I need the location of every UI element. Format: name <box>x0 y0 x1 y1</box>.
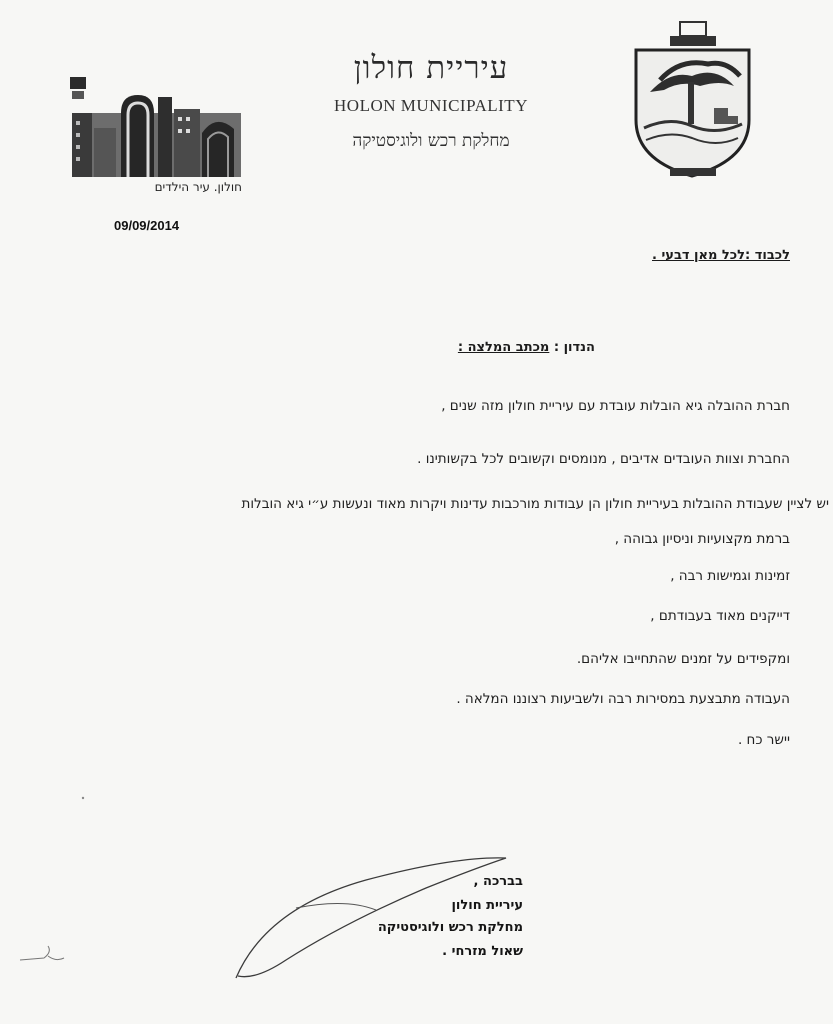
body-line: יישר כח . <box>737 732 790 748</box>
margin-mark <box>18 938 68 968</box>
body-line: יש לציין שעבודת ההובלות בעיריית חולון הן עבודות מורכבות עדינות ויקרות מאוד ונעשות ע״י גיא הובלות <box>241 496 829 512</box>
body-line: דייקנים מאוד בעבודתם , <box>650 608 790 624</box>
body-line: זמינות וגמישות רבה , <box>670 568 790 584</box>
subject-line <box>458 340 595 355</box>
body-line: ברמת מקצועיות וניסיון גבוהה , <box>614 531 790 547</box>
subject-label: הנדון : <box>553 340 595 355</box>
addressee-line: לכבוד :לכל מאן דבעי . <box>652 248 790 263</box>
department-name: מחלקת רכש ולוגיסטיקה <box>352 131 510 151</box>
scan-speck <box>80 796 86 800</box>
body-line: חברת ההובלה גיא הובלות עובדת עם עיריית חולון מזה שנים , <box>441 398 790 414</box>
subject-title: מכתב המלצה : <box>457 340 550 355</box>
body-line: החברת וצוות העובדים אדיבים , מנומסים וקשובים לכל בקשותינו . <box>417 451 790 467</box>
signature-greeting: בברכה , <box>473 874 523 889</box>
handwritten-signature <box>226 848 526 988</box>
logo-caption: חולון. עיר הילדים <box>154 180 242 194</box>
signature-dept: מחלקת רכש ולוגיסטיקה <box>377 920 523 935</box>
municipality-emblem-icon <box>630 20 755 180</box>
signature-org: עיריית חולון <box>451 898 523 913</box>
body-line: ומקפידים על זמנים שהתחייבו אליהם. <box>576 651 790 667</box>
municipality-name-hebrew: עיריית חולון <box>353 50 509 86</box>
signature-name: שאול מזרחי . <box>442 944 523 959</box>
municipality-name-english: HOLON MUNICIPALITY <box>334 96 528 115</box>
letter-date: 09/09/2014 <box>114 218 180 233</box>
body-line: העבודה מתבצעת במסירות רבה ולשביעות רצוננו המלאה . <box>456 691 790 707</box>
